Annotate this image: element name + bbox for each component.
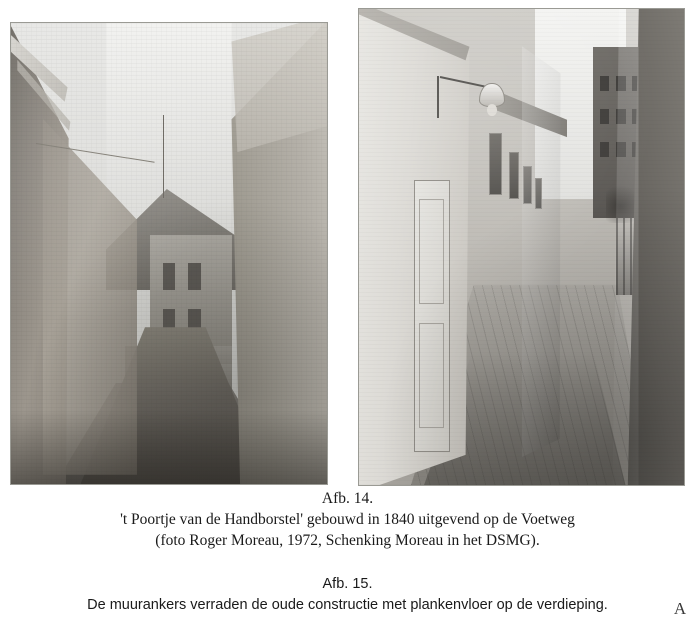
caption-area xyxy=(0,488,695,616)
figure-left-photo xyxy=(10,22,328,485)
figure-right-image xyxy=(359,9,684,485)
figure-right-photo xyxy=(358,8,685,486)
caption-label-14: Afb. 14. xyxy=(321,490,374,507)
figure-row xyxy=(10,8,685,486)
caption-figure-15 xyxy=(18,574,678,616)
caption-line-14-2: (foto Roger Moreau, 1972, Schenking Moreau in het DSMG). xyxy=(155,532,540,549)
caption-label-15: Afb. 15. xyxy=(322,576,373,592)
photo-vignette xyxy=(11,410,327,484)
caption-figure-14 xyxy=(18,488,678,551)
photo-grain-overlay xyxy=(359,9,684,485)
corner-mark: A xyxy=(673,599,687,618)
figure-left-image xyxy=(11,23,327,484)
caption-line-14-1: 't Poortje van de Handborstel' gebouwd in 1840 uitgevend op de Voetweg xyxy=(120,511,575,528)
caption-line-15-1: De muurankers verraden de oude constructie met plankenvloer op de verdieping. xyxy=(87,597,608,613)
